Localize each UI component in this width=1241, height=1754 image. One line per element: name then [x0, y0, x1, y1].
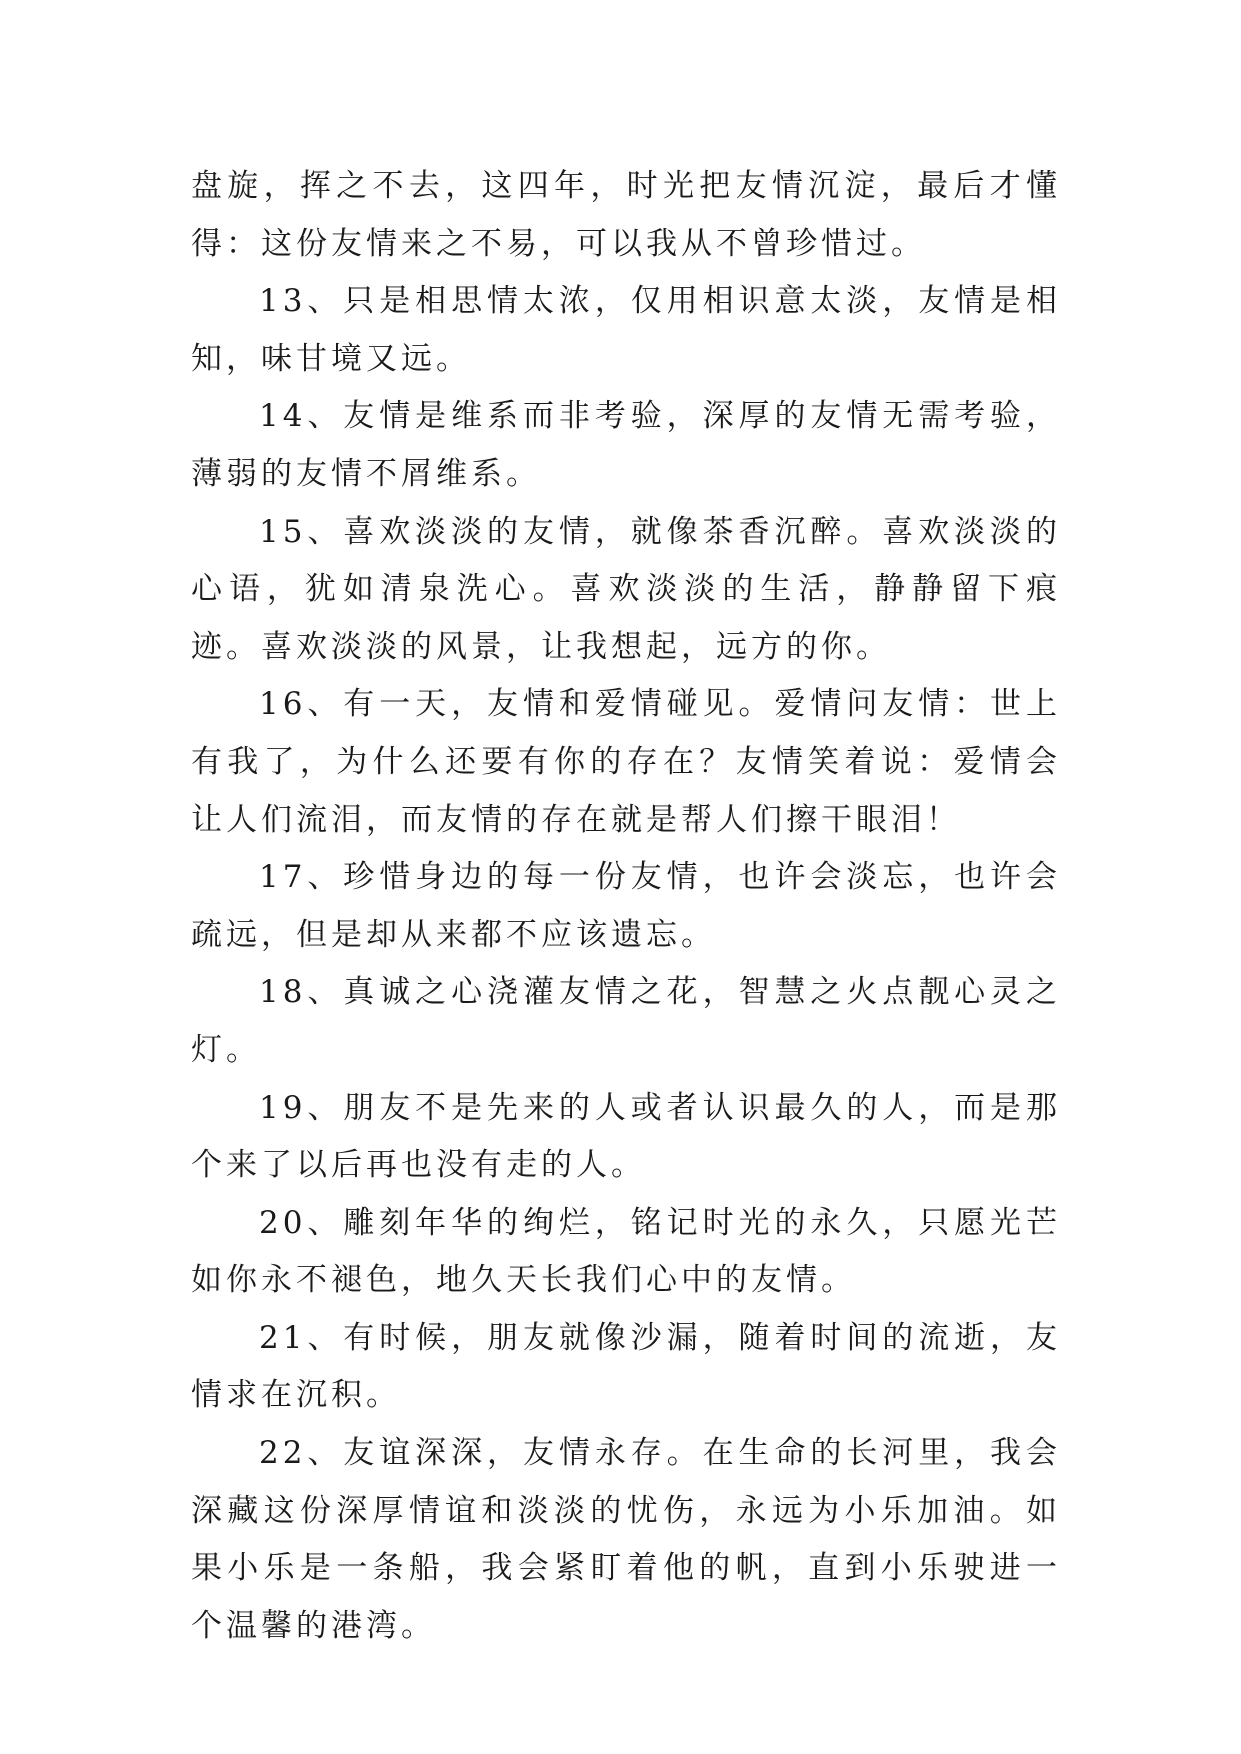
paragraph-16: 16、有一天，友情和爱情碰见。爱情问友情：世上有我了，为什么还要有你的存在？友情笑着说：爱情会让人们流泪，而友情的存在就是帮人们擦干眼泪！ — [191, 686, 1061, 838]
paragraph-20: 20、雕刻年华的绚烂，铭记时光的永久，只愿光芒如你永不褪色，地久天长我们心中的友情。 — [191, 1204, 1061, 1299]
paragraph-21: 21、有时候，朋友就像沙漏，随着时间的流逝，友情求在沉积。 — [191, 1319, 1061, 1414]
document-body — [191, 158, 1061, 1655]
paragraph-17: 17、珍惜身边的每一份友情，也许会淡忘，也许会疏远，但是却从来都不应该遗忘。 — [191, 859, 1061, 953]
paragraph-18: 18、真诚之心浇灌友情之花，智慧之火点靓心灵之灯。 — [191, 974, 1061, 1068]
paragraph-14: 14、友情是维系而非考验，深厚的友情无需考验，薄弱的友情不屑维系。 — [191, 398, 1061, 492]
paragraph-continuation: 盘旋，挥之不去，这四年，时光把友情沉淀，最后才懂得：这份友情来之不易，可以我从不曾珍惜过。 — [191, 168, 1061, 262]
paragraph-13: 13、只是相思情太浓，仅用相识意太淡，友情是相知，味甘境又远。 — [191, 283, 1061, 377]
paragraph-15: 15、喜欢淡淡的友情，就像茶香沉醉。喜欢淡淡的心语，犹如清泉洗心。喜欢淡淡的生活，静静留下痕迹。喜欢淡淡的风景，让我想起，远方的你。 — [191, 513, 1061, 665]
paragraph-19: 19、朋友不是先来的人或者认识最久的人，而是那个来了以后再也没有走的人。 — [191, 1089, 1061, 1184]
paragraph-22: 22、友谊深深，友情永存。在生命的长河里，我会深藏这份深厚情谊和淡淡的忧伤，永远为小乐加油。如果小乐是一条船，我会紧盯着他的帆，直到小乐驶进一个温馨的港湾。 — [191, 1435, 1061, 1644]
